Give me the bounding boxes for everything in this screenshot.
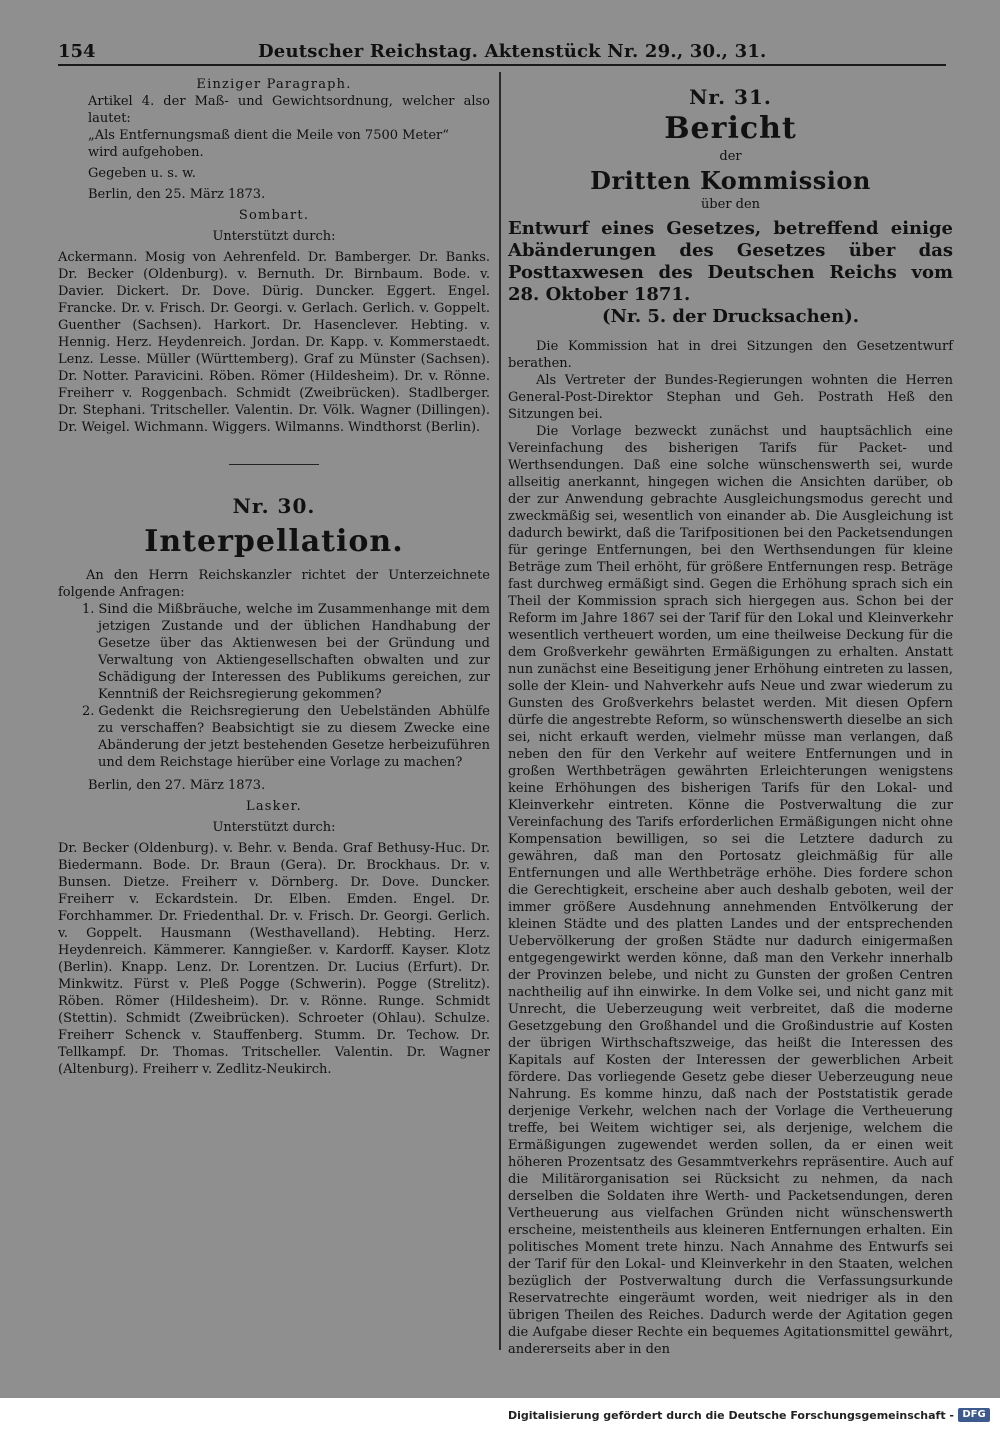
list-item <box>82 601 490 703</box>
quoted-text: „Als Entfernungsmaß dient die Meile von 7500 Meter“ <box>88 128 449 143</box>
document-number: Nr. 30. <box>232 494 316 518</box>
paragraph: Die Kommission hat in drei Sitzungen den Gesetzentwurf berathen. <box>508 339 953 371</box>
digitization-credit: Digitalisierung gefördert durch die Deutsche Forschungsgemeinschaft - <box>507 1409 954 1422</box>
page-header <box>58 38 946 66</box>
question-number: 1. <box>82 602 95 617</box>
connector-text: über den <box>700 197 761 212</box>
intro-text: An den Herrn Reichskanzler richtet der Unterzeichnete folgende Anfragen: <box>58 568 490 600</box>
signer-name: Sombart. <box>238 208 310 223</box>
signer-name: Lasker. <box>246 799 302 814</box>
supporters-list: Dr. Becker (Oldenburg). v. Behr. v. Benda. Graf Bethusy-Huc. Dr. Biedermann. Bode. Dr. Braun (Gera). Dr. Brockhaus. Dr. v. Bunsen. Dietze. Freiherr v. Dörnberg. Dr. Dove. Duncker. Freiherr v. Eckardstein. Dr. Elben. Emden. Engel. Dr. Forchhammer. Dr. Friedenthal. Dr. v. Frisch. Dr. Georgi. Gerlich. v. Goppelt. Hausmann (Westhavelland). Hebting. Herz. Heydenreich. Kämmerer. Kanngießer. v. Kardorff. Kayser. Klotz (Berlin). Knapp. Lenz. Dr. Lorentzen. Dr. Lucius (Erfurt). Dr. Minkwitz. Fürst v. Pleß Pogge (Schwerin). Pogge (Strelitz). Röben. Römer (Hildesheim). Dr. v. Rönne. Runge. Schmidt (Stettin). Schmidt (Zweibrücken). Schroeter (Ohlau). Schulze. Freiherr Schenck v. Stauffenberg. Stumm. Dr. Techow. Dr. Tellkampf. Dr. Thomas. Tritscheller. Valentin. Dr. Wagner (Altenburg). Freiherr v. Zedlitz-Neukirch. <box>58 841 490 1077</box>
running-title: Deutscher Reichstag. Aktenstück Nr. 29., 30., 31. <box>258 41 767 62</box>
page-number: 154 <box>58 41 96 62</box>
abolished-text: wird aufgehoben. <box>88 145 204 160</box>
list-item <box>82 703 490 771</box>
question-text: Gedenkt die Reichsregierung den Uebelständen Abhülfe zu verschaffen? Beabsichtigt sie zu diesem Zwecke eine Abänderung der jetzt bestehenden Gesetze herbeizuführen und dem Reichstage hierüber eine Vorlage zu machen? <box>98 704 490 770</box>
document-title: Interpellation. <box>144 524 404 559</box>
questions-list <box>82 601 490 771</box>
question-number: 2. <box>82 704 95 719</box>
supported-by-label: Unterstützt durch: <box>212 820 336 835</box>
document-number: Nr. 31. <box>689 85 772 109</box>
dfg-logo: DFG <box>958 1408 990 1422</box>
left-column <box>58 72 490 1078</box>
given-text: Gegeben u. s. w. <box>88 166 196 181</box>
document-title: Bericht <box>664 111 797 146</box>
column-divider <box>499 72 501 1350</box>
footer-bar <box>0 1398 1000 1432</box>
section-heading: Einziger Paragraph. <box>196 77 352 92</box>
supporters-list: Ackermann. Mosig von Aehrenfeld. Dr. Bamberger. Dr. Banks. Dr. Becker (Oldenburg). v. Bernuth. Dr. Birnbaum. Bode. v. Davier. Dickert. Dr. Dove. Dürig. Duncker. Eggert. Engel. Francke. Dr. v. Frisch. Dr. Georgi. v. Gerlach. Gerlich. v. Goppelt. Guenther (Sachsen). Harkort. Dr. Hasenclever. Hebting. v. Hennig. Herz. Heydenreich. Jordan. Dr. Kapp. v. Kommerstaedt. Lenz. Lesse. Müller (Württemberg). Graf zu Münster (Sachsen). Dr. Notter. Paravicini. Röben. Römer (Hildesheim). Dr. v. Rönne. Freiherr v. Roggenbach. Schmidt (Zweibrücken). Stadlberger. Dr. Stephani. Tritscheller. Valentin. Dr. Völk. Wagner (Dillingen). Dr. Weigel. Wichmann. Wiggers. Wilmanns. Windthorst (Berlin). <box>58 250 490 435</box>
bill-subject: Entwurf eines Gesetzes, betreffend einige Abänderungen des Gesetzes über das Posttaxwesen des Deutschen Reichs vom 28. Oktober 1871. <box>508 218 953 305</box>
question-text: Sind die Mißbräuche, welche im Zusammenhange mit dem jetzigen Zustande und der üblichen Handhabung der Gesetze über das Aktienwesen bei der Gründung und Verwaltung von Aktiengesellschaften obwalten und zur Schädigung der Interessen des Publikums gereichen, zur Kenntniß der Reichsregierung gekommen? <box>98 602 490 702</box>
supported-by-label: Unterstützt durch: <box>212 229 336 244</box>
article-text: Artikel 4. der Maß- und Gewichtsordnung, welcher also lautet: <box>88 94 490 126</box>
commission-name: Dritten Kommission <box>590 166 871 195</box>
right-column <box>508 84 953 1358</box>
date-line: Berlin, den 27. März 1873. <box>88 778 266 793</box>
connector-text: der <box>719 149 742 164</box>
bill-reference: (Nr. 5. der Drucksachen). <box>602 306 859 327</box>
paragraph: Als Vertreter der Bundes-Regierungen wohnten die Herren General-Post-Direktor Stephan und Geh. Postrath Heß den Sitzungen bei. <box>508 373 953 422</box>
date-line: Berlin, den 25. März 1873. <box>88 187 266 202</box>
paragraph: Die Vorlage bezweckt zunächst und hauptsächlich eine Vereinfachung des bisherigen Tarifs für Packet- und Werthsendungen. Daß eine solche wünschenswerth sei, wurde allseitig anerkannt, hingegen wichen die Ansichten darüber, ob der zur Anwendung gebrachte Ausgleichungsmodus gerecht und zweckmäßig sei, wesentlich von einander ab. Die Ausgleichung ist dadurch bewirkt, daß die Tarifpositionen bei den Packetsendungen für geringe Entfernungen, bei den Werthsendungen für kleine Beträge zum Theil erhöht, für größere Entfernungen resp. Beträge fast durchweg ermäßigt sind. Gegen die Erhöhung sprach sich ein Theil der Kommission sprach sich hiergegen aus. Schon bei der Reform im Jahre 1867 sei der Tarif für den Lokal und Kleinverkehr wesentlich vertheuert worden, um eine theilweise Deckung für die dem Großverkehr gewährten Ermäßigungen zu erhalten. Anstatt nun zunächst eine Beseitigung jener Erhöhung eintreten zu lassen, solle der Klein- und Nahverkehr aufs Neue und zwar wiederum zu Gunsten des Großverkehrs belastet werden. Mit diesen Opfern dürfe die angestrebte Reform, so wünschenswerth dieselbe an sich sei, nicht erkauft werden, vielmehr müsse man verlangen, daß neben den für den Verkehr auf weitere Entfernungen und in großen Werthbeträgen gewährten Erleichterungen wenigstens keine Erhöhungen des bisherigen Tarifs für den Lokal- und Kleinverkehr eintreten. Könne die Postverwaltung die zur Vereinfachung des Tarifs erforderlichen Ermäßigungen nicht ohne Kompensation bewilligen, so sei die Letztere dadurch zu gewähren, daß man den Portosatz gleichmäßig für alle Entfernungen und alle Werthbeträge erhöhe. Dies fordere schon die Gerechtigkeit, erscheine aber auch deshalb geboten, weil der immer größere Ausdehnung annehmenden Entvölkerung der kleinen Städte und des platten Landes und der entsprechenden Uebervölkerung der großen Städte nur dadurch einigermaßen entgegengewirkt werden könne, daß man den Verkehr innerhalb der Provinzen belebe, und nicht zu Gunsten der großen Centren nachtheilig auf ihn einwirke. In dem Volke sei, und nicht ganz mit Unrecht, die Ueberzeugung weit verbreitet, daß die moderne Gesetzgebung den Großhandel und die Großindustrie auf Kosten der übrigen Wirthschaftszweige, das heißt die Interessen des Kapitals auf Kosten der Interessen der gewerblichen Arbeit fördere. Das vorliegende Gesetz gebe dieser Ueberzeugung neue Nahrung. Es komme hinzu, daß nach der Poststatistik gerade derjenige Verkehr, welchen nach der Vorlage die Vertheuerung treffe, bei Weitem wichtiger sei, als derjenige, welchem die Ermäßigungen zugewendet werden sollen, da er einen weit höheren Prozentsatz des Gesammtverkehrs repräsentire. Auch auf die Militärorganisation sei Rücksicht zu nehmen, da nach derselben die Soldaten ihre Werth- und Packetsendungen, deren Vertheuerung aus vielfachen Gründen nicht wünschenswerth erscheine, meistentheils aus kleineren Entfernungen erhalten. Ein politisches Moment trete hinzu. Nach Annahme des Entwurfs sei der Tarif für den Lokal- und Kleinverkehr in den Staaten, welchen bezüglich der Postverwaltung durch die Verfassungsurkunde Reservatrechte eingeräumt worden, weit niedriger als in den übrigen Theilen des Reiches. Dadurch werde der Agitation gegen die Aufgabe dieser Rechte ein bequemes Agitationsmittel gewährt, andererseits aber in den <box>508 424 953 1357</box>
section-separator <box>229 464 319 465</box>
